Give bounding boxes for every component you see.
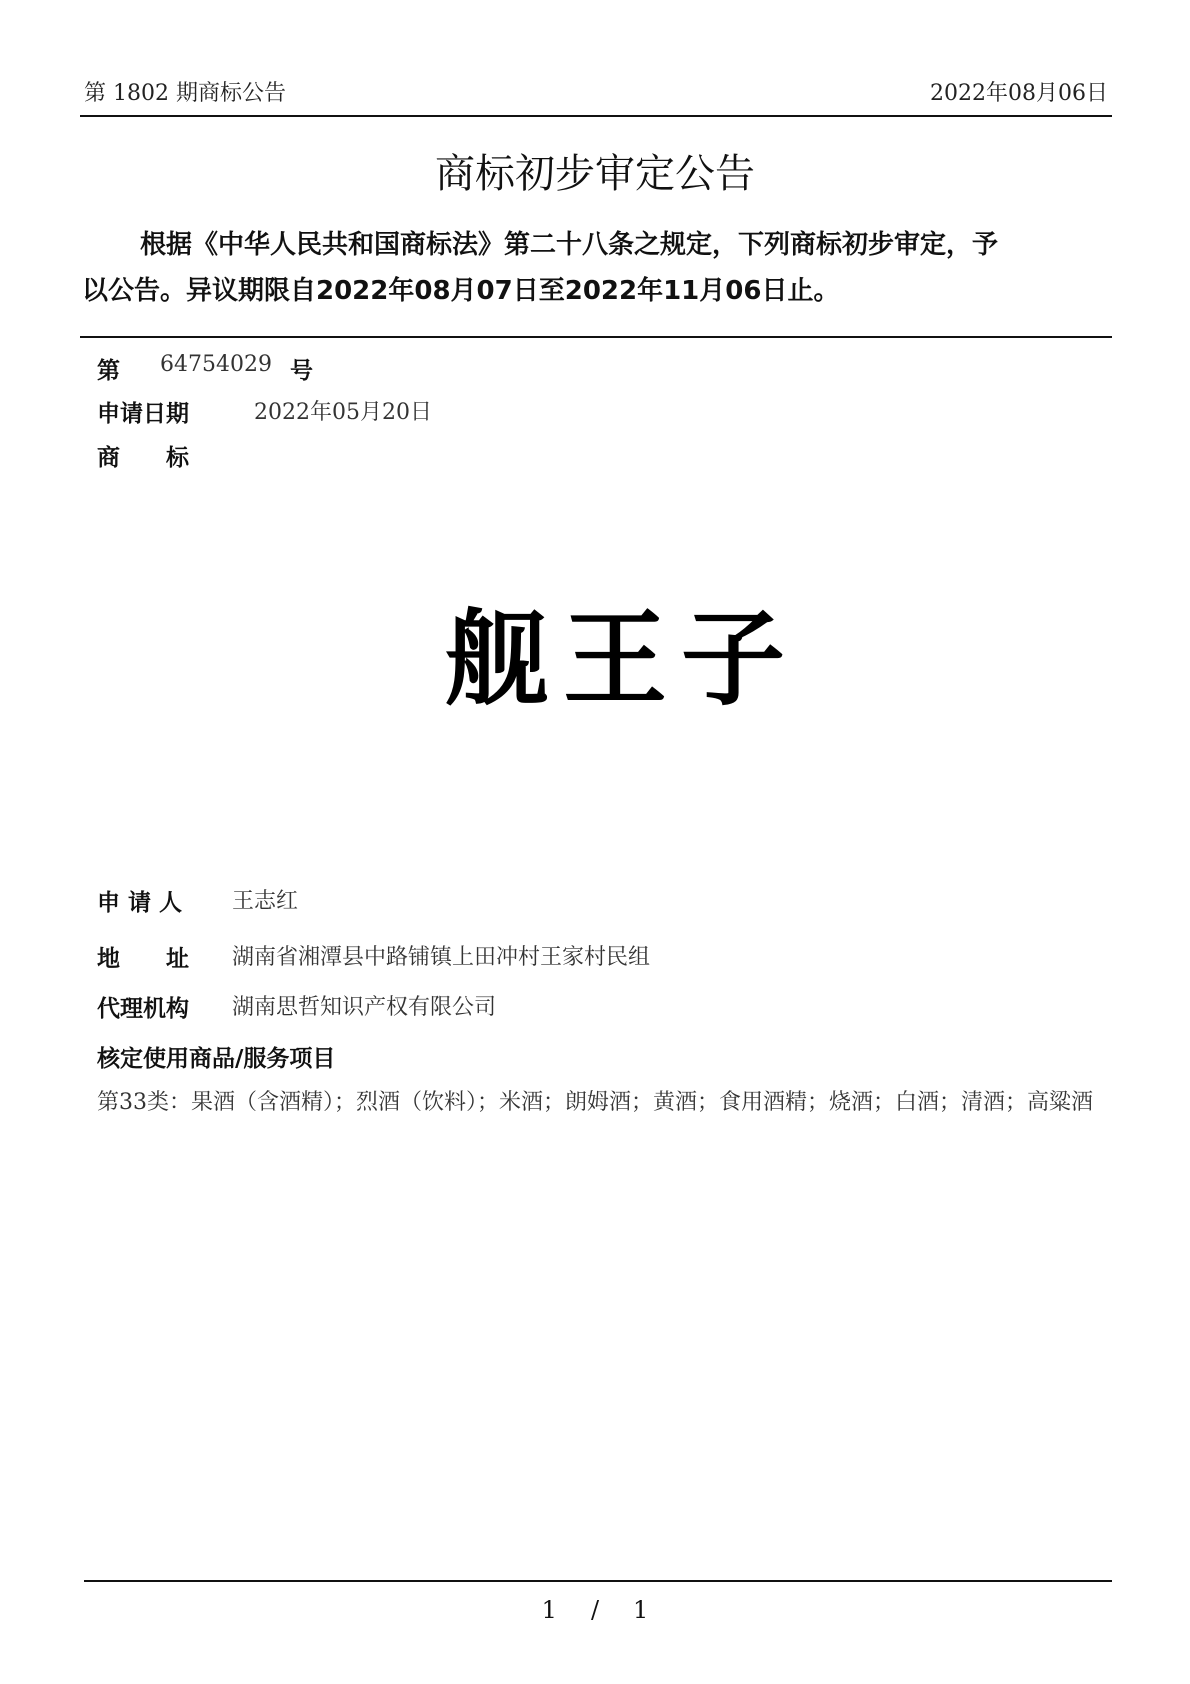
applicant-address: 湖南省湘潭县中路铺镇上田冲村王家村民组 <box>232 945 651 970</box>
applicant-name: 王志红 <box>232 889 299 914</box>
intro-divider <box>80 336 1112 338</box>
number-suffix: 号 <box>290 358 313 384</box>
applicant-label: 申 请 人 <box>97 890 183 916</box>
intro-line-2: 以公告。异议期限自2022年08月07日至2022年11月06日止。 <box>82 276 840 306</box>
goods-list: 第33类：果酒（含酒精）；烈酒（饮料）；米酒；朗姆酒；黄酒；食用酒精；烧酒；白酒；清酒；高粱酒 <box>97 1090 1093 1115</box>
registration-number: 64754029 <box>160 352 272 377</box>
issue-date: 2022年08月06日 <box>930 81 1108 106</box>
number-prefix: 第 <box>97 358 120 384</box>
current-page: 1 <box>541 1596 557 1624</box>
header-divider <box>80 115 1112 117</box>
page-title: 商标初步审定公告 <box>435 151 755 197</box>
issue-label: 第 1802 期商标公告 <box>84 81 286 106</box>
agent-name: 湖南思哲知识产权有限公司 <box>232 995 497 1020</box>
intro-line-1: 根据《中华人民共和国商标法》第二十八条之规定，下列商标初步审定，予 <box>140 230 999 260</box>
filing-date: 2022年05月20日 <box>254 400 432 425</box>
goods-label: 核定使用商品/服务项目 <box>97 1046 336 1072</box>
page-number <box>0 1596 1190 1624</box>
trademark-image: 舰王子 <box>445 597 800 720</box>
page-separator: / <box>590 1596 600 1624</box>
footer-divider <box>84 1580 1112 1582</box>
total-pages: 1 <box>633 1596 649 1624</box>
mark-label: 商 标 <box>97 445 189 471</box>
filing-date-label: 申请日期 <box>97 401 189 427</box>
agent-label: 代理机构 <box>97 996 189 1022</box>
address-label: 地 址 <box>97 946 189 972</box>
